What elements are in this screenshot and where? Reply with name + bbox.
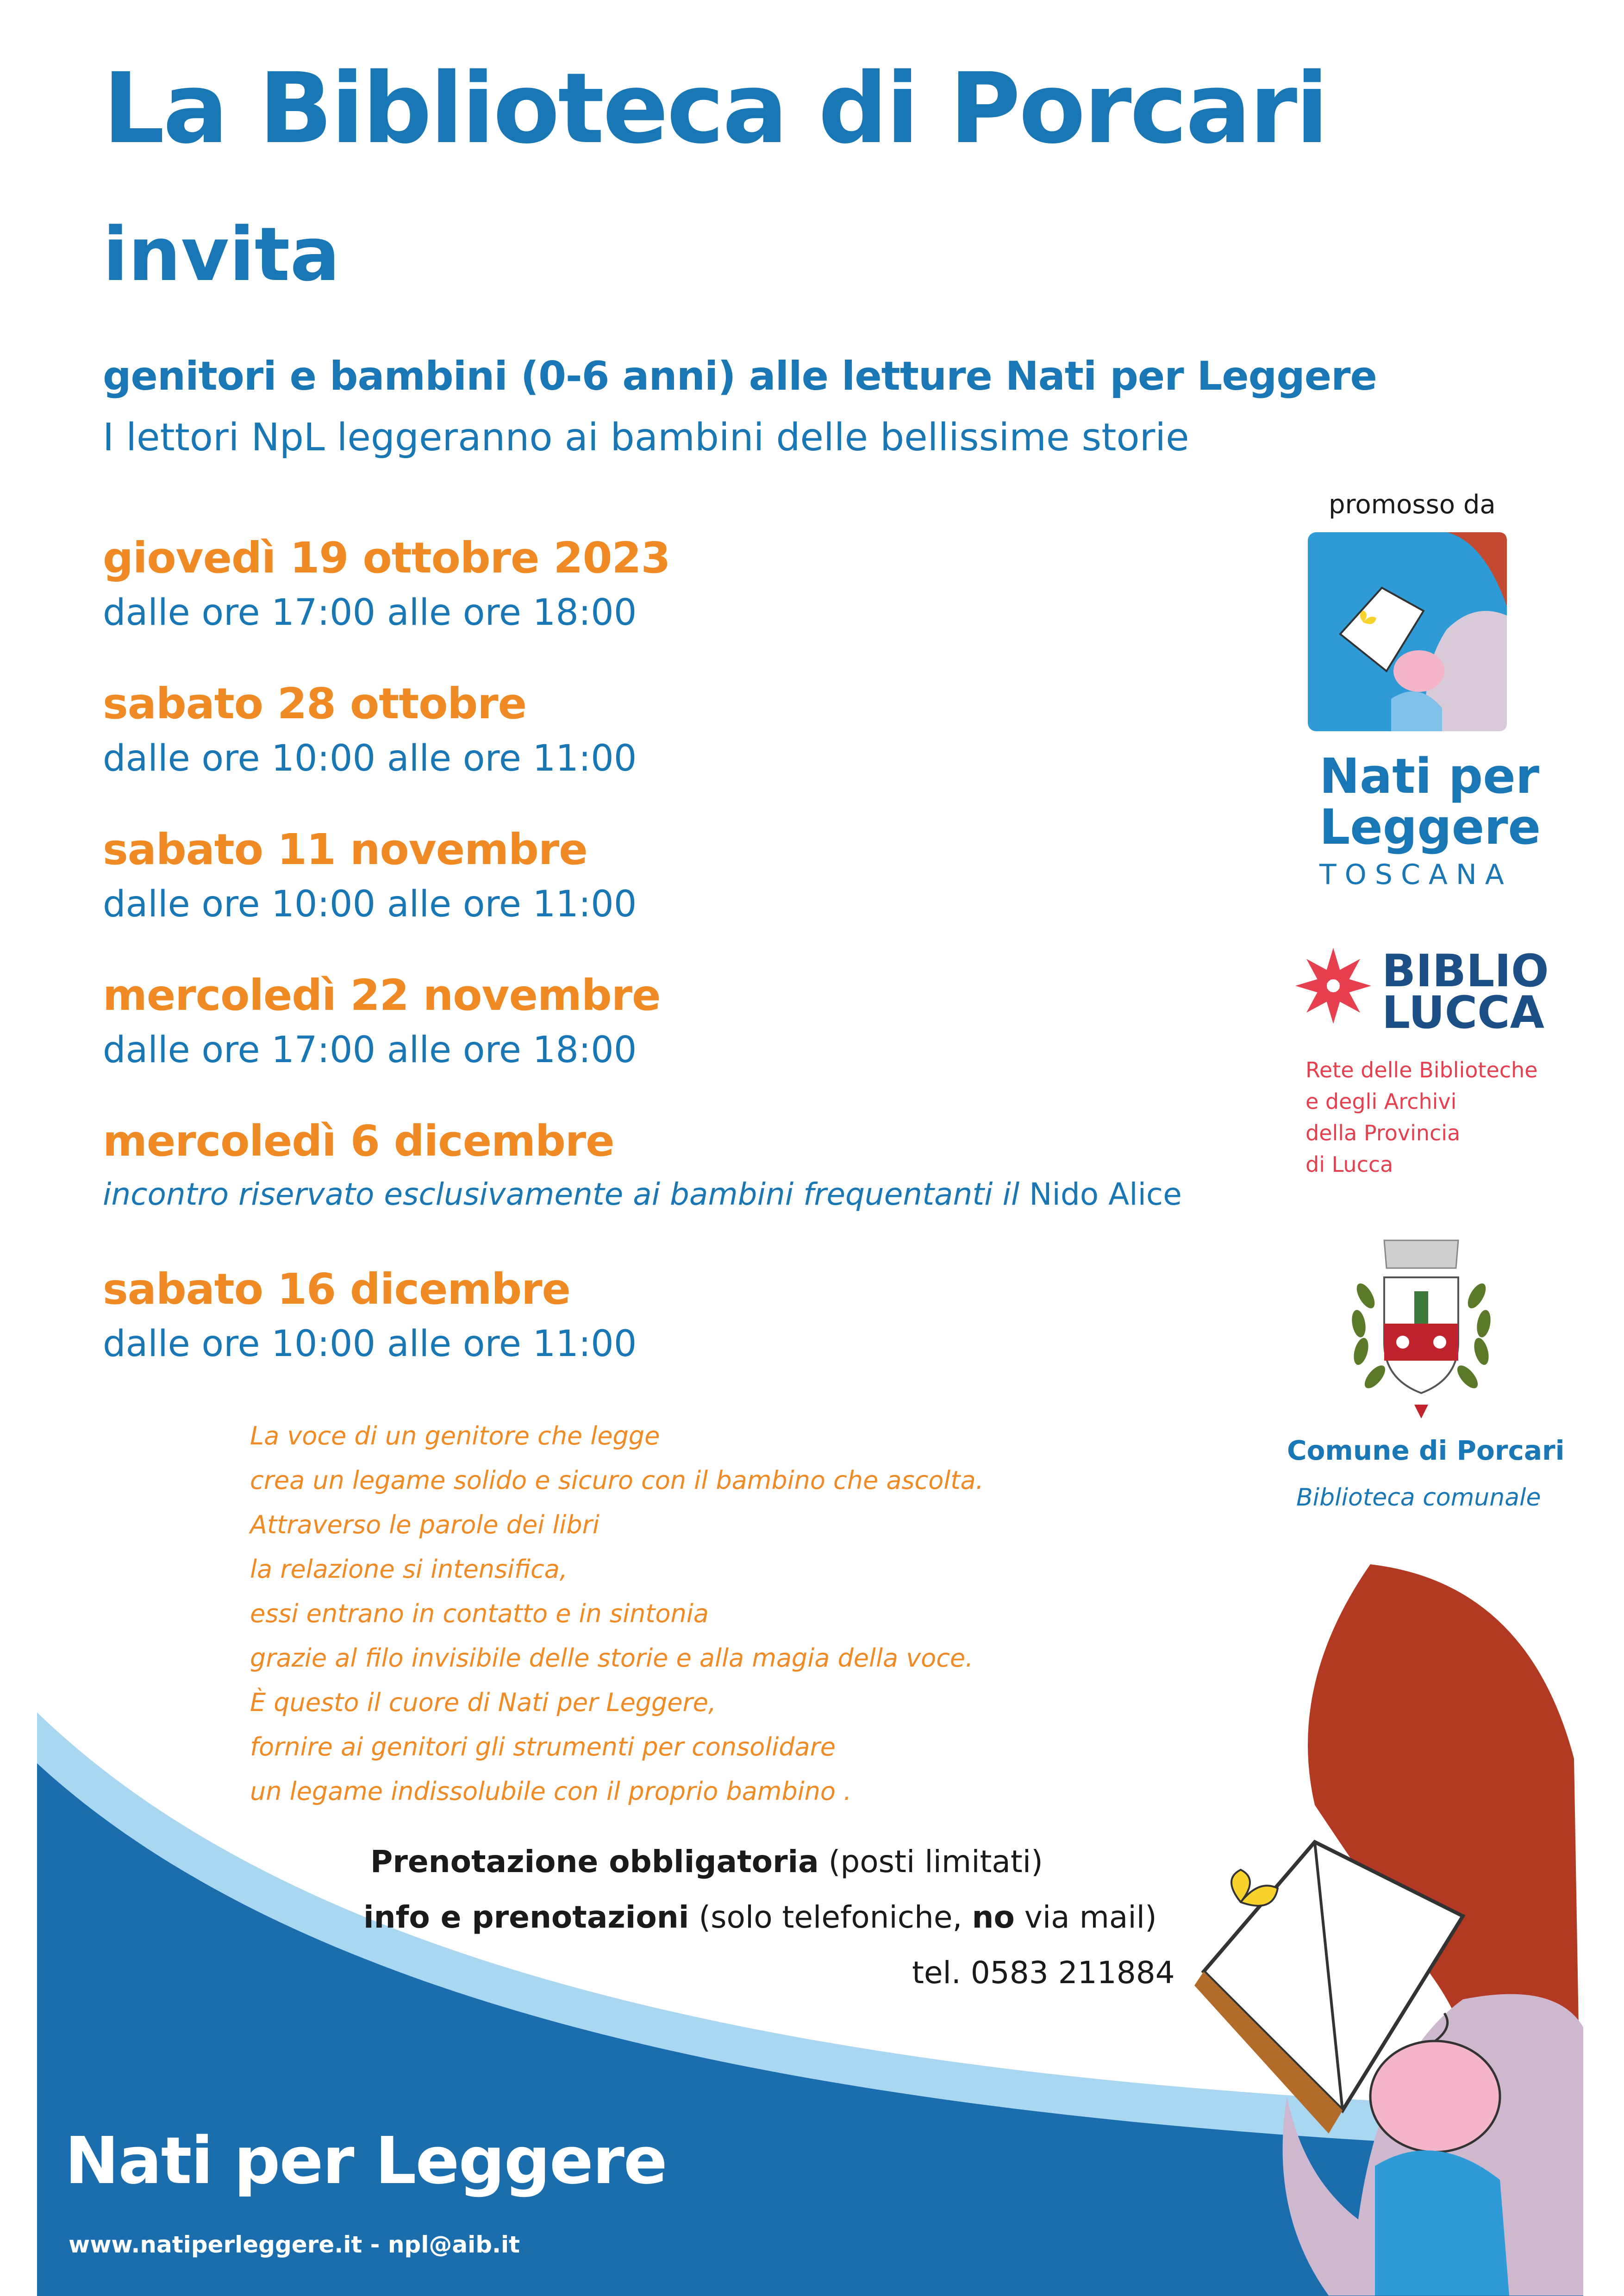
info-label: info e prenotazioni [363,1899,689,1935]
biblioteca-comunale-label: Biblioteca comunale [1296,1484,1541,1512]
rete-biblioteche-text: Rete delle Biblioteche e degli Archivi della Provincia di Lucca [1305,1058,1538,1177]
info-no: no [972,1899,1015,1935]
biblio-lucca-flower-icon [1292,944,1375,1027]
info-line [363,1899,1157,1935]
subtitle: genitori e bambini (0-6 anni) alle letture Nati per Leggere [103,353,1377,399]
event-date: sabato 28 ottobre [103,679,527,728]
npl-toscana-logo-icon [1308,532,1507,731]
biblio-lucca-line2: LUCCA [1382,987,1544,1039]
quote-text: La voce di un genitore che legge crea un legame solido e sicuro con il bambino che ascolta. Attraverso le parole dei libri la relazione si intensifica, essi entrano in contatto e in sintonia grazie al filo invisibile delle storie e alla magia della voce. È questo il cuore di Nati per Leggere, fornire ai genitori gli strumenti per consolidare un legame indissolubile con il proprio bambino . [250,1421,984,1806]
booking-line [370,1844,1043,1879]
event-date: mercoledì 22 novembre [103,971,661,1020]
event-note-italic: incontro riservato esclusivamente ai bambini frequentanti il [103,1176,1020,1212]
info-no-mail: via mail) [1014,1899,1157,1935]
event-time: dalle ore 10:00 alle ore 11:00 [103,1323,637,1365]
page-title: La Biblioteca di Porcari [103,52,1327,165]
info-phone-only: (solo telefoniche, [689,1899,972,1935]
event-date: sabato 16 dicembre [103,1264,570,1314]
coat-of-arms-icon [1333,1222,1509,1425]
npl-logo-line2: Leggere [1319,799,1541,855]
telephone: tel. 0583 211884 [912,1955,1175,1991]
comune-name: Comune di Porcari [1287,1435,1565,1466]
reading-child-illustration-icon [1176,1564,1583,2296]
event-date: giovedì 19 ottobre 2023 [103,533,670,583]
event-time: dalle ore 17:00 alle ore 18:00 [103,1029,637,1071]
event-time: dalle ore 10:00 alle ore 11:00 [103,738,637,779]
event-date: sabato 11 novembre [103,825,587,874]
event-time: dalle ore 10:00 alle ore 11:00 [103,884,637,925]
promoted-by-label: promosso da [1329,490,1496,520]
biblio-lucca-line1: BIBLIO [1382,945,1549,997]
invita-heading: invita [103,211,340,298]
footer-brand: Nati per Leggere [65,2123,667,2199]
npl-logo-region: TOSCANA [1319,859,1512,891]
event-date: mercoledì 6 dicembre [103,1116,614,1166]
event-note [103,1176,1182,1212]
event-time: dalle ore 17:00 alle ore 18:00 [103,592,637,634]
description: I lettori NpL leggeranno ai bambini delle bellissime storie [103,416,1189,460]
event-note-place: Nido Alice [1019,1176,1182,1212]
npl-logo-line1: Nati per [1319,748,1540,804]
footer-url: www.natiperleggere.it - npl@aib.it [69,2231,520,2258]
booking-required: Prenotazione obbligatoria [370,1844,819,1879]
booking-limited: (posti limitati) [818,1844,1043,1879]
